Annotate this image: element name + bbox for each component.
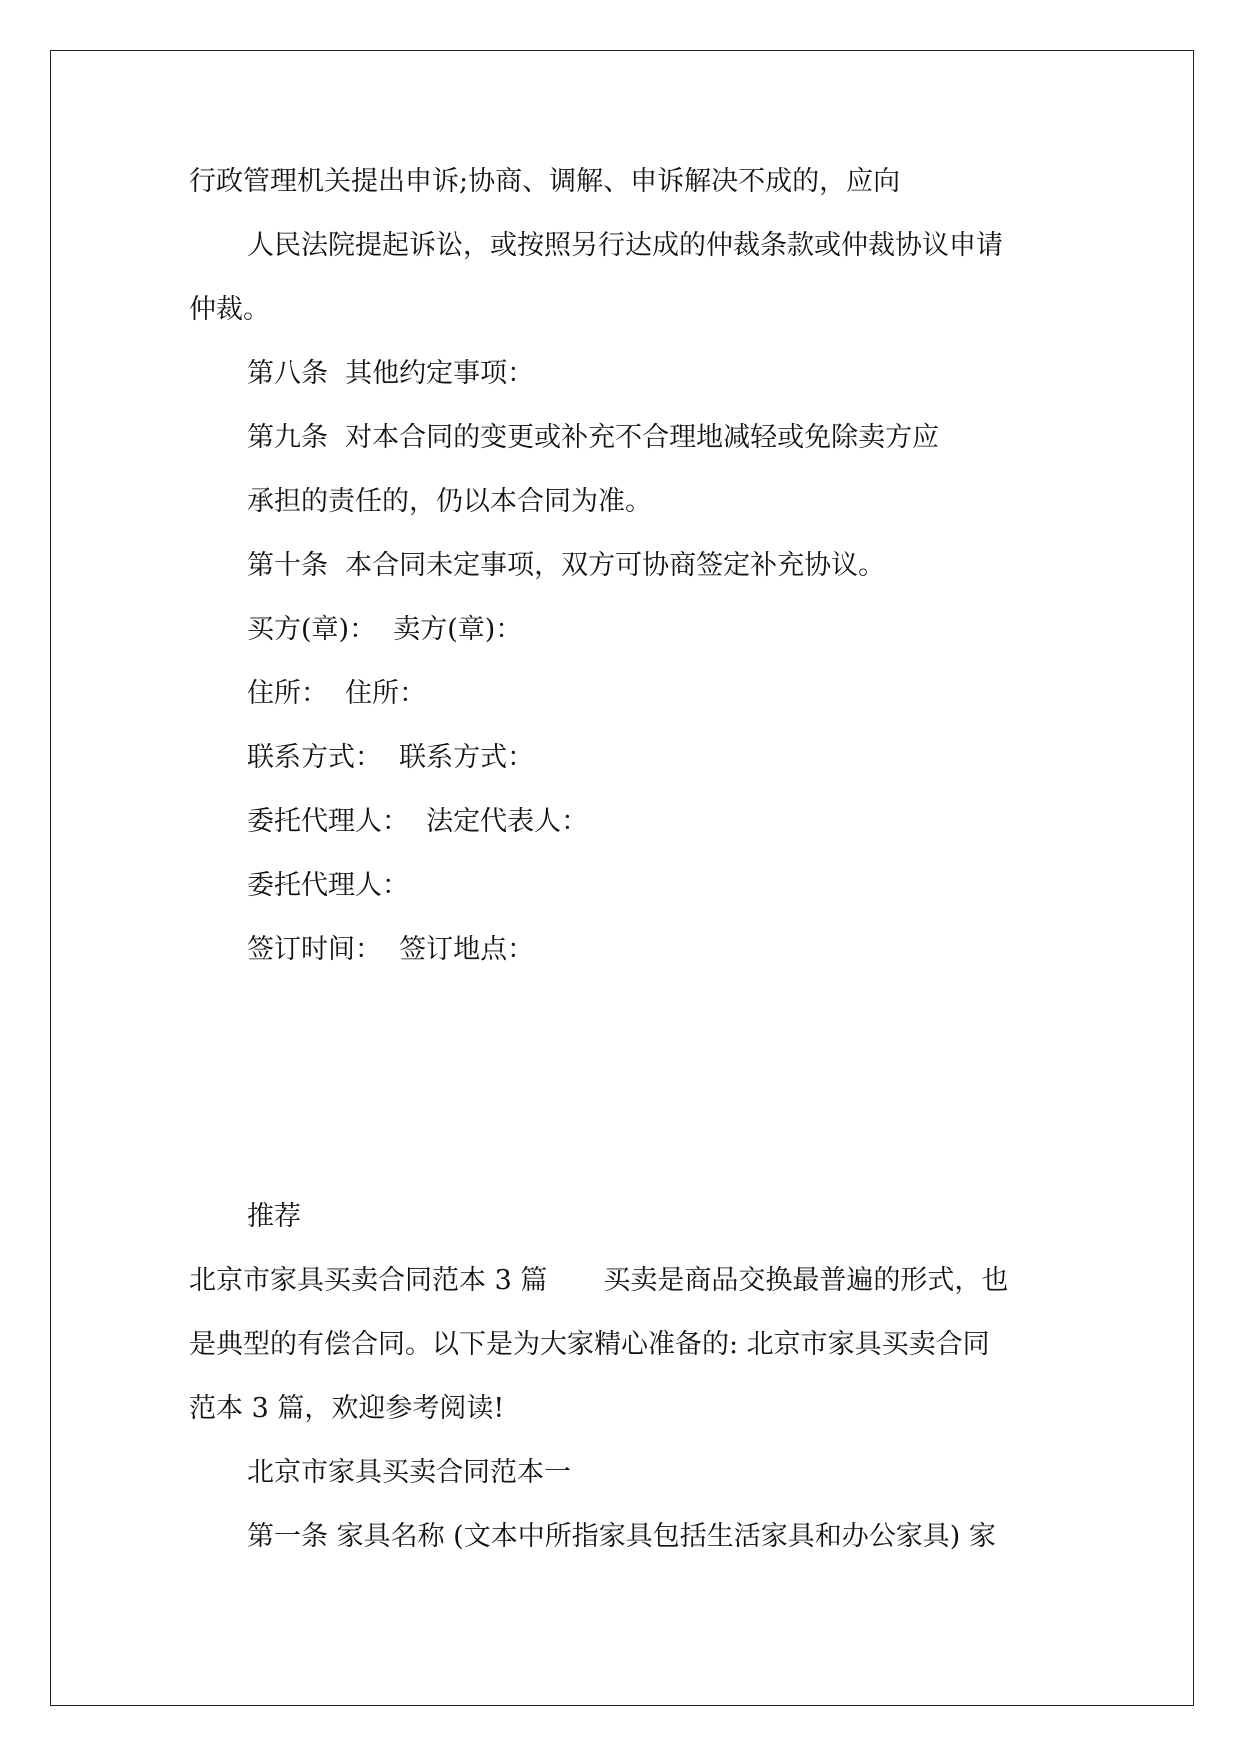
signature-time-place-line: 签订时间： 签订地点：: [247, 934, 535, 965]
signature-agent-line: 委托代理人： 法定代表人：: [247, 806, 589, 837]
text-line: 承担的责任的，仍以本合同为准。: [247, 486, 652, 517]
text-line: 仲裁。: [189, 294, 270, 325]
article-ten: 第十条 本合同未定事项，双方可协商签定补充协议。: [247, 550, 886, 581]
recommend-intro-line: [189, 1263, 1008, 1299]
signature-agent-line: 委托代理人：: [247, 870, 409, 901]
recommend-heading: 推荐: [247, 1201, 301, 1232]
signature-party-line: 买方(章)： 卖方(章)：: [247, 614, 523, 645]
text-line: 行政管理机关提出申诉;协商、调解、申诉解决不成的，应向: [189, 166, 901, 197]
signature-contact-line: 联系方式： 联系方式：: [247, 742, 535, 773]
article-eight: 第八条 其他约定事项：: [247, 358, 535, 389]
section-title: 北京市家具买卖合同范本一: [247, 1457, 571, 1488]
recommend-intro-line: 是典型的有偿合同。以下是为大家精心准备的: 北京市家具买卖合同: [189, 1329, 990, 1360]
signature-address-line: 住所： 住所：: [247, 678, 427, 709]
recommend-intro: 买卖是商品交换最普遍的形式，也: [603, 1265, 1009, 1296]
recommend-title: 北京市家具买卖合同范本 3 篇: [189, 1265, 548, 1296]
article-one: 第一条 家具名称 (文本中所指家具包括生活家具和办公家具) 家: [247, 1521, 996, 1552]
recommend-intro-line: 范本 3 篇，欢迎参考阅读!: [189, 1393, 505, 1424]
text-line: 人民法院提起诉讼，或按照另行达成的仲裁条款或仲裁协议申请: [247, 230, 1003, 261]
article-nine: 第九条 对本合同的变更或补充不合理地减轻或免除卖方应: [247, 422, 940, 453]
